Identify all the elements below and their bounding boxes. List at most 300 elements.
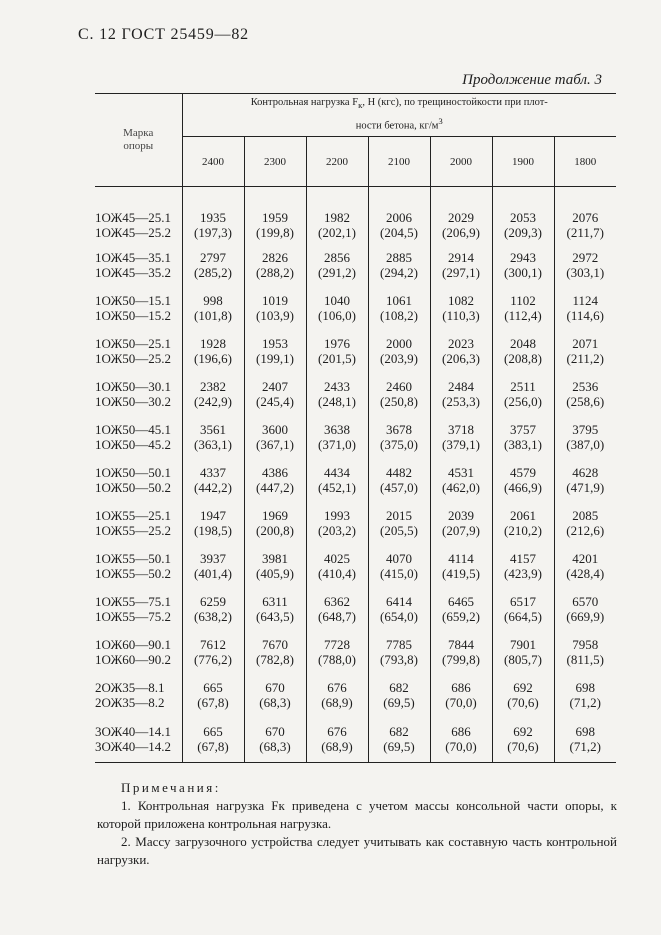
support-mark-cell (95, 459, 182, 502)
load-kgf: (452,1) (318, 480, 356, 495)
mark-header-line: Марка (123, 127, 154, 139)
support-mark: 2ОЖ35—8.2 (95, 695, 165, 710)
load-value-cell (244, 187, 306, 244)
load-kgf: (367,1) (256, 437, 294, 452)
load-value-cell (492, 373, 554, 416)
load-newtons: 2536 (572, 379, 599, 394)
load-newtons: 686 (451, 724, 471, 739)
load-newtons: 6570 (572, 594, 599, 609)
load-kgf: (206,3) (442, 351, 480, 366)
load-newtons: 692 (513, 680, 533, 695)
load-newtons: 2433 (324, 379, 350, 394)
load-newtons: 2006 (386, 209, 412, 225)
load-kgf: (638,2) (194, 609, 232, 624)
load-value-cell (492, 244, 554, 287)
load-kgf: (208,8) (504, 351, 542, 366)
load-newtons: 4337 (200, 465, 226, 480)
load-kgf: (793,8) (380, 652, 418, 667)
load-kgf: (654,0) (380, 609, 418, 624)
load-kgf: (211,7) (566, 224, 604, 240)
support-mark-cell (95, 631, 182, 674)
load-value-cell (368, 545, 430, 588)
support-mark: 1ОЖ55—50.1 (95, 551, 171, 566)
load-newtons: 4434 (324, 465, 350, 480)
load-newtons: 2029 (448, 209, 474, 225)
load-kgf: (669,9) (566, 609, 605, 624)
load-value-cell (492, 717, 554, 763)
load-value-cell (554, 459, 616, 502)
load-value-cell (306, 330, 368, 373)
load-kgf: (256,0) (504, 394, 542, 409)
load-value-cell (492, 330, 554, 373)
load-value-cell (368, 674, 430, 717)
load-newtons: 2484 (448, 379, 474, 394)
load-newtons: 682 (389, 680, 409, 695)
table-row (95, 373, 616, 416)
load-kgf: (70,6) (507, 739, 539, 754)
load-kgf: (457,0) (380, 480, 418, 495)
load-value-cell (306, 373, 368, 416)
load-newtons: 2797 (200, 250, 226, 265)
load-newtons: 2053 (510, 209, 536, 225)
load-value-cell (244, 717, 306, 763)
load-newtons: 698 (575, 680, 595, 695)
load-newtons: 1976 (324, 336, 350, 351)
load-newtons: 4482 (386, 465, 412, 480)
load-kgf: (428,4) (566, 566, 605, 581)
load-newtons: 2972 (572, 250, 599, 265)
load-value-cell (554, 244, 616, 287)
support-mark: 1ОЖ50—45.2 (95, 437, 171, 452)
notes (97, 779, 617, 869)
support-mark: 1ОЖ55—25.1 (95, 508, 171, 523)
load-newtons: 6465 (448, 594, 474, 609)
column-header-mark (95, 94, 182, 187)
support-mark: 1ОЖ50—15.2 (95, 308, 171, 323)
support-mark: 1ОЖ55—25.2 (95, 523, 171, 538)
load-kgf: (371,0) (318, 437, 356, 452)
load-kgf: (71,2) (569, 739, 601, 754)
support-mark-cell (95, 545, 182, 588)
load-newtons: 7844 (448, 637, 474, 652)
load-newtons: 2407 (262, 379, 288, 394)
load-kgf: (207,9) (442, 523, 480, 538)
load-newtons: 676 (327, 724, 347, 739)
load-newtons: 4157 (510, 551, 536, 566)
load-kgf: (294,2) (380, 265, 418, 280)
load-value-cell (182, 244, 244, 287)
load-value-cell (368, 588, 430, 631)
load-kgf: (212,6) (566, 523, 605, 538)
load-newtons: 2000 (386, 336, 412, 351)
load-kgf: (805,7) (504, 652, 542, 667)
load-newtons: 7612 (200, 637, 226, 652)
load-kgf: (200,8) (256, 523, 294, 538)
load-kgf: (114,6) (566, 308, 604, 323)
load-newtons: 1982 (324, 209, 350, 225)
load-value-cell (492, 588, 554, 631)
load-kgf: (248,1) (318, 394, 356, 409)
load-newtons: 2039 (448, 508, 474, 523)
load-value-cell (182, 330, 244, 373)
load-newtons: 7785 (386, 637, 412, 652)
load-kgf: (204,5) (380, 224, 418, 240)
load-newtons: 4201 (572, 551, 599, 566)
load-kgf: (799,8) (442, 652, 480, 667)
load-kgf: (288,2) (256, 265, 294, 280)
support-mark: 1ОЖ60—90.2 (95, 652, 171, 667)
load-kgf: (410,4) (318, 566, 356, 581)
mark-header-line: опоры (123, 140, 154, 152)
load-kgf: (106,0) (318, 308, 356, 323)
load-value-cell (368, 244, 430, 287)
load-newtons: 3795 (572, 422, 599, 437)
load-value-cell (554, 373, 616, 416)
load-newtons: 6311 (262, 594, 288, 609)
load-value-cell (554, 502, 616, 545)
load-newtons: 698 (575, 724, 595, 739)
load-value-cell (182, 373, 244, 416)
load-kgf: (659,2) (442, 609, 480, 624)
table-row (95, 502, 616, 545)
load-newtons: 6259 (200, 594, 226, 609)
load-newtons: 3638 (324, 422, 350, 437)
load-value-cell (306, 416, 368, 459)
load-value-cell (554, 416, 616, 459)
load-kgf: (245,4) (256, 394, 294, 409)
load-kgf: (201,5) (318, 351, 356, 366)
load-value-cell (492, 459, 554, 502)
load-newtons: 1953 (262, 336, 288, 351)
load-newtons: 4070 (386, 551, 412, 566)
support-mark: 1ОЖ55—75.2 (95, 609, 171, 624)
load-value-cell (244, 287, 306, 330)
load-kgf: (110,3) (442, 308, 480, 323)
load-kgf: (664,5) (504, 609, 542, 624)
load-newtons: 2826 (262, 250, 288, 265)
load-value-cell (492, 287, 554, 330)
load-value-cell (306, 674, 368, 717)
load-value-cell (182, 287, 244, 330)
load-newtons: 665 (203, 724, 223, 739)
support-mark: 2ОЖ35—8.1 (95, 680, 165, 695)
support-mark: 1ОЖ50—50.1 (95, 465, 171, 480)
support-mark: 3ОЖ40—14.2 (95, 739, 171, 754)
load-value-cell (306, 545, 368, 588)
load-newtons: 1082 (448, 293, 474, 308)
load-kgf: (108,2) (380, 308, 418, 323)
support-mark-cell (95, 588, 182, 631)
load-newtons: 1102 (510, 293, 536, 308)
support-mark: 1ОЖ50—25.1 (95, 336, 171, 351)
load-newtons: 2885 (386, 250, 412, 265)
load-value-cell (430, 287, 492, 330)
load-value-cell (306, 187, 368, 244)
load-value-cell (554, 187, 616, 244)
load-value-cell (430, 244, 492, 287)
table-row (95, 545, 616, 588)
load-newtons: 2856 (324, 250, 350, 265)
group-header-subscript: к (358, 100, 363, 111)
load-value-cell (430, 373, 492, 416)
load-value-cell (492, 545, 554, 588)
load-value-cell (430, 674, 492, 717)
load-newtons: 4531 (448, 465, 474, 480)
load-kgf: (291,2) (318, 265, 356, 280)
load-newtons: 3718 (448, 422, 474, 437)
table-row (95, 717, 616, 763)
load-newtons: 665 (203, 680, 223, 695)
load-value-cell (368, 287, 430, 330)
load-newtons: 3600 (262, 422, 288, 437)
load-newtons: 2382 (200, 379, 226, 394)
load-newtons: 1935 (200, 209, 226, 225)
load-kgf: (419,5) (442, 566, 480, 581)
load-value-cell (244, 373, 306, 416)
load-value-cell (182, 416, 244, 459)
support-mark: 1ОЖ45—35.1 (95, 250, 171, 265)
load-kgf: (303,1) (566, 265, 605, 280)
load-value-cell (430, 717, 492, 763)
load-kgf: (375,0) (380, 437, 418, 452)
load-value-cell (244, 545, 306, 588)
load-kgf: (70,0) (445, 695, 477, 710)
load-kgf: (415,0) (380, 566, 418, 581)
load-kgf: (68,9) (321, 739, 353, 754)
load-newtons: 3561 (200, 422, 226, 437)
load-newtons: 676 (327, 680, 347, 695)
load-kgf: (103,9) (256, 308, 294, 323)
load-kgf: (387,0) (566, 437, 605, 452)
density-header: 2200 (306, 137, 368, 187)
group-header-text: , Н (кгс), по трещиностойкости при плот- (362, 97, 548, 109)
load-kgf: (300,1) (504, 265, 542, 280)
load-value-cell (182, 459, 244, 502)
load-newtons: 692 (513, 724, 533, 739)
load-value-cell (554, 631, 616, 674)
support-mark: 1ОЖ45—25.1 (95, 209, 171, 225)
density-header: 2100 (368, 137, 430, 187)
support-mark: 1ОЖ55—75.1 (95, 594, 171, 609)
load-value-cell (244, 416, 306, 459)
load-newtons: 3937 (200, 551, 226, 566)
support-mark: 3ОЖ40—14.1 (95, 724, 171, 739)
load-kgf: (71,2) (569, 695, 601, 710)
density-header: 2300 (244, 137, 306, 187)
load-value-cell (430, 330, 492, 373)
load-newtons: 2071 (572, 336, 599, 351)
load-newtons: 3981 (262, 551, 288, 566)
load-value-cell (492, 631, 554, 674)
load-value-cell (244, 588, 306, 631)
load-value-cell (306, 588, 368, 631)
load-value-cell (306, 287, 368, 330)
load-newtons: 4025 (324, 551, 350, 566)
load-value-cell (368, 631, 430, 674)
load-kgf: (67,8) (197, 695, 229, 710)
page-header: С. 12 ГОСТ 25459—82 (78, 26, 249, 43)
load-value-cell (554, 588, 616, 631)
density-header: 1900 (492, 137, 554, 187)
support-mark: 1ОЖ50—30.2 (95, 394, 171, 409)
load-value-cell (368, 416, 430, 459)
support-mark-cell (95, 244, 182, 287)
load-value-cell (430, 416, 492, 459)
load-newtons: 6517 (510, 594, 536, 609)
group-header-text: ности бетона, кг/м (355, 120, 439, 132)
support-mark-cell (95, 373, 182, 416)
load-kgf: (199,1) (256, 351, 294, 366)
load-newtons: 682 (389, 724, 409, 739)
load-value-cell (182, 187, 244, 244)
load-newtons: 2076 (572, 209, 599, 225)
load-newtons: 2023 (448, 336, 474, 351)
load-newtons: 1928 (200, 336, 226, 351)
load-value-cell (244, 631, 306, 674)
load-value-cell (492, 502, 554, 545)
group-header-superscript: 3 (438, 116, 443, 127)
load-newtons: 2511 (510, 379, 536, 394)
load-kgf: (250,8) (380, 394, 418, 409)
load-newtons: 2914 (448, 250, 474, 265)
load-kgf: (70,6) (507, 695, 539, 710)
load-newtons: 7728 (324, 637, 350, 652)
load-newtons: 2943 (510, 250, 536, 265)
table-row (95, 459, 616, 502)
load-kgf: (205,5) (380, 523, 418, 538)
load-newtons: 1969 (262, 508, 288, 523)
load-value-cell (554, 545, 616, 588)
load-kgf: (198,5) (194, 523, 232, 538)
load-newtons: 7901 (510, 637, 536, 652)
load-newtons: 1993 (324, 508, 350, 523)
load-value-cell (430, 631, 492, 674)
load-newtons: 6362 (324, 594, 350, 609)
support-mark: 1ОЖ60—90.1 (95, 637, 171, 652)
load-table (95, 93, 616, 763)
load-value-cell (182, 674, 244, 717)
support-mark: 1ОЖ55—50.2 (95, 566, 171, 581)
load-kgf: (648,7) (318, 609, 356, 624)
load-kgf: (462,0) (442, 480, 480, 495)
load-newtons: 2015 (386, 508, 412, 523)
load-value-cell (554, 674, 616, 717)
load-newtons: 1124 (572, 293, 599, 308)
load-value-cell (244, 674, 306, 717)
load-newtons: 1959 (262, 209, 288, 225)
load-kgf: (776,2) (194, 652, 232, 667)
load-value-cell (182, 631, 244, 674)
load-value-cell (492, 187, 554, 244)
load-value-cell (244, 459, 306, 502)
load-kgf: (199,8) (256, 224, 294, 240)
load-newtons: 2048 (510, 336, 536, 351)
support-mark: 1ОЖ45—35.2 (95, 265, 171, 280)
load-value-cell (182, 502, 244, 545)
table-row (95, 416, 616, 459)
load-value-cell (244, 244, 306, 287)
load-value-cell (368, 330, 430, 373)
load-kgf: (442,2) (194, 480, 232, 495)
load-value-cell (368, 459, 430, 502)
load-value-cell (368, 187, 430, 244)
density-header: 2000 (430, 137, 492, 187)
load-kgf: (466,9) (504, 480, 542, 495)
load-value-cell (554, 717, 616, 763)
load-kgf: (68,3) (259, 739, 291, 754)
table-row (95, 330, 616, 373)
support-mark: 1ОЖ45—25.2 (95, 224, 171, 240)
load-newtons: 4579 (510, 465, 536, 480)
load-value-cell (306, 502, 368, 545)
load-kgf: (383,1) (504, 437, 542, 452)
load-newtons: 2085 (572, 508, 599, 523)
load-kgf: (68,9) (321, 695, 353, 710)
support-mark-cell (95, 502, 182, 545)
load-value-cell (244, 330, 306, 373)
load-kgf: (811,5) (566, 652, 604, 667)
support-mark: 1ОЖ50—15.1 (95, 293, 171, 308)
load-value-cell (182, 717, 244, 763)
support-mark-cell (95, 187, 182, 244)
load-kgf: (788,0) (318, 652, 356, 667)
load-kgf: (68,3) (259, 695, 291, 710)
load-kgf: (643,5) (256, 609, 294, 624)
load-kgf: (297,1) (442, 265, 480, 280)
support-mark-cell (95, 287, 182, 330)
load-kgf: (258,6) (566, 394, 605, 409)
load-kgf: (203,9) (380, 351, 418, 366)
table-continuation-label: Продолжение табл. 3 (462, 72, 602, 88)
load-newtons: 3678 (386, 422, 412, 437)
load-kgf: (67,8) (197, 739, 229, 754)
load-newtons: 1019 (262, 293, 288, 308)
load-kgf: (210,2) (504, 523, 542, 538)
load-kgf: (242,9) (194, 394, 232, 409)
load-value-cell (182, 545, 244, 588)
load-value-cell (368, 502, 430, 545)
load-newtons: 1040 (324, 293, 350, 308)
load-value-cell (554, 287, 616, 330)
load-value-cell (306, 717, 368, 763)
load-value-cell (492, 416, 554, 459)
load-newtons: 1061 (386, 293, 412, 308)
load-kgf: (447,2) (256, 480, 294, 495)
notes-title: Примечания: (121, 780, 221, 795)
load-newtons: 670 (265, 724, 285, 739)
load-kgf: (405,9) (256, 566, 294, 581)
load-kgf: (203,2) (318, 523, 356, 538)
load-newtons: 2061 (510, 508, 536, 523)
load-value-cell (306, 244, 368, 287)
load-value-cell (182, 588, 244, 631)
load-kgf: (202,1) (318, 224, 356, 240)
group-header-text: Контрольная нагрузка F (250, 97, 359, 109)
load-value-cell (430, 459, 492, 502)
support-mark-cell (95, 717, 182, 763)
column-group-header (182, 94, 616, 137)
load-newtons: 998 (203, 293, 223, 308)
load-kgf: (206,9) (442, 224, 480, 240)
load-newtons: 3757 (510, 422, 536, 437)
table-row (95, 674, 616, 717)
load-newtons: 686 (451, 680, 471, 695)
load-newtons: 4114 (448, 551, 474, 566)
load-value-cell (244, 502, 306, 545)
load-kgf: (69,5) (383, 739, 415, 754)
load-value-cell (306, 459, 368, 502)
support-mark: 1ОЖ50—50.2 (95, 480, 171, 495)
